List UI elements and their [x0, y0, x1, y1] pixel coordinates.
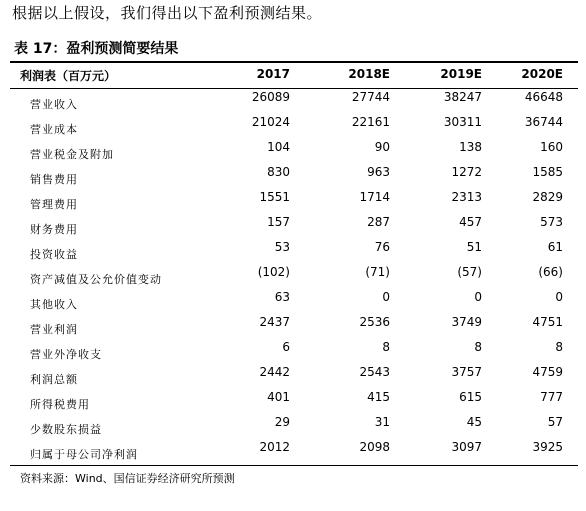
source-note: 资料来源：Wind、国信证券经济研究所预测 — [20, 472, 235, 485]
table-cell: 963 — [367, 165, 390, 179]
table-cell: 160 — [540, 140, 563, 154]
table-cell: 415 — [367, 390, 390, 404]
row-label: 管理费用 — [30, 198, 78, 211]
table-cell: 57 — [547, 415, 563, 429]
table-cell: 1272 — [451, 165, 482, 179]
table-cell: 2012 — [259, 440, 290, 454]
table-cell: 4759 — [532, 365, 563, 379]
table-cell: 27744 — [351, 90, 390, 104]
table-bottom-rule — [10, 465, 578, 466]
row-label: 销售费用 — [30, 173, 78, 186]
row-label: 所得税费用 — [30, 398, 90, 411]
row-label: 归属于母公司净利润 — [30, 448, 138, 461]
table-cell: 573 — [540, 215, 563, 229]
row-label: 营业税金及附加 — [30, 148, 114, 161]
row-label: 财务费用 — [30, 223, 78, 236]
table-cell: (102) — [257, 265, 290, 279]
table-cell: 0 — [382, 290, 390, 304]
table-cell: 1551 — [259, 190, 290, 204]
table-cell: 29 — [274, 415, 290, 429]
table-cell: 4751 — [532, 315, 563, 329]
table-cell: 2829 — [532, 190, 563, 204]
table-cell: 3757 — [451, 365, 482, 379]
table-cell: 21024 — [251, 115, 290, 129]
table-cell: (66) — [538, 265, 563, 279]
table-cell: 8 — [382, 340, 390, 354]
table-caption: 表 17：盈利预测简要结果 — [14, 41, 179, 57]
table-cell: 777 — [540, 390, 563, 404]
table-cell: 2098 — [359, 440, 390, 454]
table-cell: 2543 — [359, 365, 390, 379]
table-cell: 2437 — [259, 315, 290, 329]
header-year-2017: 2017 — [256, 67, 290, 81]
table-cell: 30311 — [443, 115, 482, 129]
table-cell: 45 — [466, 415, 482, 429]
table-cell: 46648 — [524, 90, 563, 104]
table-cell: 615 — [459, 390, 482, 404]
row-label: 营业外净收支 — [30, 348, 102, 361]
row-label: 资产减值及公允价值变动 — [30, 273, 162, 286]
table-cell: 38247 — [443, 90, 482, 104]
table-cell: 3925 — [532, 440, 563, 454]
row-label: 营业利润 — [30, 323, 78, 336]
table-cell: 138 — [459, 140, 482, 154]
header-year-2018e: 2018E — [348, 67, 390, 81]
table-top-rule — [10, 61, 578, 63]
row-label: 其他收入 — [30, 298, 78, 311]
table-cell: 1585 — [532, 165, 563, 179]
table-cell: 0 — [555, 290, 563, 304]
table-cell: 31 — [374, 415, 390, 429]
row-label: 投资收益 — [30, 248, 78, 261]
table-cell: 22161 — [351, 115, 390, 129]
table-cell: 401 — [267, 390, 290, 404]
table-cell: 76 — [374, 240, 390, 254]
intro-text: 根据以上假设，我们得出以下盈利预测结果。 — [12, 4, 323, 22]
table-cell: 8 — [474, 340, 482, 354]
table-cell: 830 — [267, 165, 290, 179]
table-cell: 36744 — [524, 115, 563, 129]
header-year-2020e: 2020E — [521, 67, 563, 81]
table-cell: 157 — [267, 215, 290, 229]
table-cell: 3097 — [451, 440, 482, 454]
table-cell: 1714 — [359, 190, 390, 204]
table-cell: 6 — [282, 340, 290, 354]
row-label: 少数股东损益 — [30, 423, 102, 436]
header-label: 利润表（百万元） — [20, 69, 117, 83]
table-cell: (71) — [365, 265, 390, 279]
table-cell: 104 — [267, 140, 290, 154]
table-cell: 287 — [367, 215, 390, 229]
table-cell: 2313 — [451, 190, 482, 204]
table-cell: 63 — [274, 290, 290, 304]
table-cell: (57) — [457, 265, 482, 279]
table-cell: 3749 — [451, 315, 482, 329]
table-cell: 53 — [274, 240, 290, 254]
row-label: 利润总额 — [30, 373, 78, 386]
table-cell: 90 — [374, 140, 390, 154]
row-label: 营业成本 — [30, 123, 78, 136]
header-year-2019e: 2019E — [440, 67, 482, 81]
table-cell: 61 — [547, 240, 563, 254]
table-cell: 51 — [466, 240, 482, 254]
table-cell: 0 — [474, 290, 482, 304]
row-label: 营业收入 — [30, 98, 78, 111]
table-cell: 2442 — [259, 365, 290, 379]
table-cell: 457 — [459, 215, 482, 229]
table-cell: 8 — [555, 340, 563, 354]
table-cell: 26089 — [251, 90, 290, 104]
table-cell: 2536 — [359, 315, 390, 329]
header-rule — [10, 88, 578, 89]
